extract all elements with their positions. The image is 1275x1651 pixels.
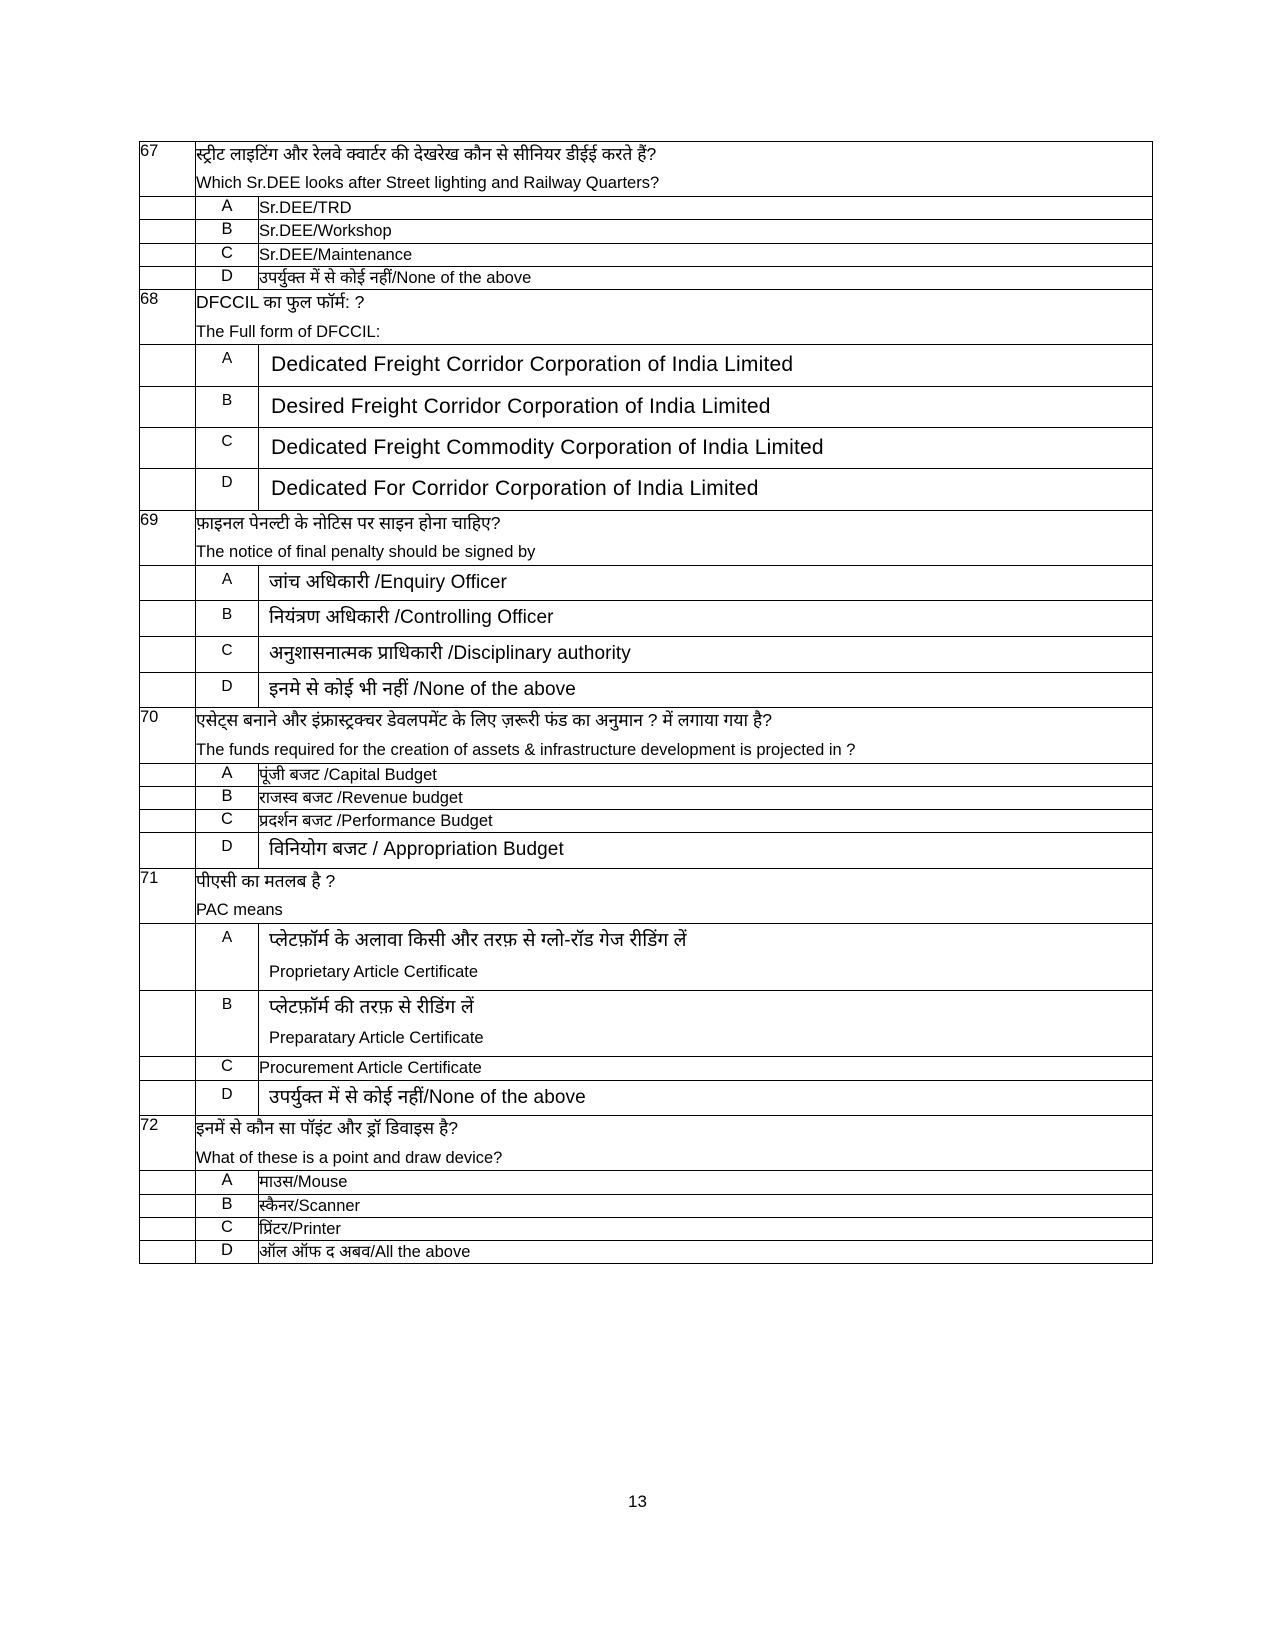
option-text[interactable] [259,833,1153,869]
option-letter: A [196,345,259,386]
option-row[interactable] [140,1217,1153,1240]
option-row[interactable] [140,565,1153,601]
question-number: 68 [140,290,196,345]
option-text-main: Sr.DEE/Workshop [259,222,392,241]
option-letter: C [196,810,259,833]
option-text-main: Dedicated Freight Corridor Corporation of India Limited [271,353,794,377]
option-letter: A [196,924,259,991]
question-text-english: The notice of final penalty should be signed by [196,542,536,561]
option-letter: A [196,565,259,601]
option-text[interactable] [259,469,1153,510]
option-spacer-cell [140,810,196,833]
option-letter: A [196,197,259,220]
option-letter: B [196,1194,259,1217]
question-text-english: The funds required for the creation of assets & infrastructure development is projected in ? [196,740,856,759]
question-text-cell [196,510,1153,565]
option-letter: A [196,1171,259,1194]
option-text[interactable] [259,637,1153,673]
option-row[interactable] [140,345,1153,386]
option-letter: C [196,637,259,673]
question-row [140,868,1153,923]
option-letter: D [196,833,259,869]
option-text-main: प्लेटफ़ॉर्म की तरफ़ से रीडिंग लें [269,996,474,1018]
option-row[interactable] [140,833,1153,869]
question-number: 71 [140,868,196,923]
question-row [140,142,1153,197]
option-spacer-cell [140,427,196,468]
option-text[interactable] [259,266,1153,289]
option-letter: B [196,990,259,1057]
question-row [140,1116,1153,1171]
option-text[interactable] [259,672,1153,708]
option-spacer-cell [140,197,196,220]
option-text[interactable] [259,786,1153,809]
option-letter: C [196,243,259,266]
question-text-cell [196,290,1153,345]
option-spacer-cell [140,1194,196,1217]
option-row[interactable] [140,1171,1153,1194]
question-table-body [140,142,1153,1264]
option-spacer-cell [140,637,196,673]
option-text-main: Desired Freight Corridor Corporation of India Limited [271,394,771,418]
question-text-hindi: DFCCIL का फुल फॉर्म: ? [196,292,365,313]
question-text-cell [196,708,1153,763]
option-row[interactable] [140,469,1153,510]
question-row [140,290,1153,345]
option-text[interactable] [259,197,1153,220]
option-text-main: उपर्युक्त में से कोई नहीं/None of the above [269,1086,586,1108]
option-row[interactable] [140,1241,1153,1264]
question-number: 72 [140,1116,196,1171]
option-text[interactable] [259,243,1153,266]
question-text-english: Which Sr.DEE looks after Street lighting and Railway Quarters? [196,174,660,193]
option-text-main: Sr.DEE/Maintenance [259,245,413,264]
option-letter: D [196,469,259,510]
option-spacer-cell [140,990,196,1057]
option-spacer-cell [140,1241,196,1264]
option-letter: C [196,1057,259,1080]
option-spacer-cell [140,345,196,386]
option-text[interactable] [259,924,1153,991]
option-row[interactable] [140,924,1153,991]
question-row [140,708,1153,763]
option-row[interactable] [140,990,1153,1057]
option-row[interactable] [140,197,1153,220]
question-text-cell [196,868,1153,923]
option-text-main: Procurement Article Certificate [259,1059,482,1078]
option-spacer-cell [140,469,196,510]
option-spacer-cell [140,833,196,869]
option-text-main: प्लेटफ़ॉर्म के अलावा किसी और तरफ़ से ग्लो-रॉड गेज रीडिंग लें [269,930,687,952]
option-spacer-cell [140,1057,196,1080]
option-row[interactable] [140,810,1153,833]
option-text-main: माउस/Mouse [259,1173,348,1192]
option-text[interactable] [259,601,1153,637]
question-text-hindi: पीएसी का मतलब है ? [196,870,336,891]
option-spacer-cell [140,386,196,427]
option-spacer-cell [140,1080,196,1116]
option-letter: D [196,266,259,289]
option-letter: C [196,1217,259,1240]
option-text-english: Preparatary Article Certificate [269,1029,484,1048]
option-text[interactable] [259,345,1153,386]
option-text[interactable] [259,1171,1153,1194]
option-text[interactable] [259,565,1153,601]
option-letter: B [196,386,259,427]
option-letter: A [196,763,259,786]
option-row[interactable] [140,786,1153,809]
option-spacer-cell [140,220,196,243]
option-spacer-cell [140,786,196,809]
option-text-main: प्रिंटर/Printer [259,1219,341,1238]
option-text[interactable] [259,1217,1153,1240]
option-text[interactable] [259,990,1153,1057]
option-text-main: नियंत्रण अधिकारी /Controlling Officer [269,607,554,629]
option-spacer-cell [140,266,196,289]
question-text-english: PAC means [196,901,283,920]
option-row[interactable] [140,386,1153,427]
option-text[interactable] [259,220,1153,243]
option-letter: B [196,601,259,637]
option-row[interactable] [140,672,1153,708]
option-row[interactable] [140,266,1153,289]
option-spacer-cell [140,1171,196,1194]
option-row[interactable] [140,637,1153,673]
option-row[interactable] [140,1057,1153,1080]
option-spacer-cell [140,1217,196,1240]
option-text-main: स्कैनर/Scanner [259,1196,361,1215]
option-spacer-cell [140,601,196,637]
question-number: 69 [140,510,196,565]
option-text[interactable] [259,1241,1153,1264]
option-text-main: ऑल ऑफ द अबव/All the above [259,1243,471,1262]
option-row[interactable] [140,243,1153,266]
question-table [139,141,1153,1264]
option-row[interactable] [140,427,1153,468]
question-text-hindi: स्ट्रीट लाइटिंग और रेलवे क्वार्टर की देखरेख कौन से सीनियर डीईई करते हैं? [196,144,657,164]
option-row[interactable] [140,763,1153,786]
option-text[interactable] [259,763,1153,786]
question-text-hindi: एसेट्स बनाने और इंफ्रास्ट्रक्चर डेवलपमेंट के लिए ज़रूरी फंड का अनुमान ? में लगाया गया है? [196,710,772,731]
option-row[interactable] [140,601,1153,637]
option-text[interactable] [259,810,1153,833]
question-text-english: The Full form of DFCCIL: [196,322,381,341]
question-text-english: What of these is a point and draw device? [196,1148,503,1167]
option-text-main: विनियोग बजट / Appropriation Budget [269,839,564,861]
page-number: 13 [628,1492,647,1511]
option-text[interactable] [259,1080,1153,1116]
option-letter: B [196,786,259,809]
option-text-main: Sr.DEE/TRD [259,199,352,218]
option-spacer-cell [140,565,196,601]
option-text-english: Proprietary Article Certificate [269,962,479,981]
question-number: 67 [140,142,196,197]
option-letter: B [196,220,259,243]
option-letter: C [196,427,259,468]
question-number: 70 [140,708,196,763]
option-letter: D [196,672,259,708]
option-text[interactable] [259,386,1153,427]
option-text-main: उपर्युक्त में से कोई नहीं/None of the above [259,268,532,287]
option-letter: D [196,1241,259,1264]
option-row[interactable] [140,1194,1153,1217]
option-text[interactable] [259,427,1153,468]
option-text[interactable] [259,1057,1153,1080]
option-spacer-cell [140,924,196,991]
question-row [140,510,1153,565]
option-row[interactable] [140,220,1153,243]
question-text-hindi: इनमें से कौन सा पॉइंट और ड्रॉ डिवाइस है? [196,1118,458,1139]
option-letter: D [196,1080,259,1116]
option-text[interactable] [259,1194,1153,1217]
option-text-main: Dedicated Freight Commodity Corporation of India Limited [271,435,824,459]
option-text-main: Dedicated For Corridor Corporation of India Limited [271,477,759,501]
option-text-main: जांच अधिकारी /Enquiry Officer [269,571,507,593]
question-text-cell [196,1116,1153,1171]
option-text-main: अनुशासनात्मक प्राधिकारी /Disciplinary authority [269,643,631,664]
option-text-main: पूंजी बजट /Capital Budget [259,765,437,784]
question-text-cell [196,142,1153,197]
option-text-main: राजस्व बजट /Revenue budget [259,788,463,807]
option-spacer-cell [140,672,196,708]
question-text-hindi: फ़ाइनल पेनल्टी के नोटिस पर साइन होना चाहिए? [196,512,501,533]
option-text-main: प्रदर्शन बजट /Performance Budget [259,812,493,831]
option-spacer-cell [140,763,196,786]
option-row[interactable] [140,1080,1153,1116]
option-spacer-cell [140,243,196,266]
option-text-main: इनमे से कोई भी नहीं /None of the above [269,678,576,700]
